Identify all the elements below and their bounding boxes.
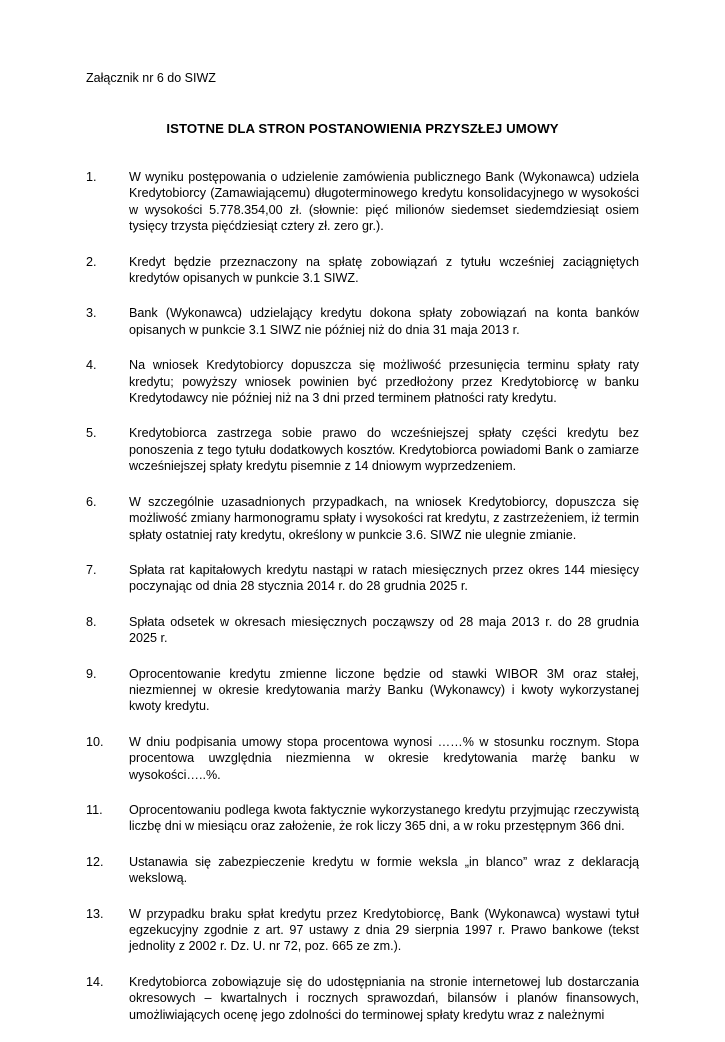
item-text: Ustanawia się zabezpieczenie kredytu w formie weksla „in blanco” wraz z deklaracją wekslową. <box>129 854 639 886</box>
provisions-list <box>86 169 639 1042</box>
list-item <box>86 169 639 235</box>
item-number: 7. <box>86 562 97 577</box>
list-item <box>86 802 639 835</box>
item-number: 4. <box>86 358 97 373</box>
item-text: W dniu podpisania umowy stopa procentowa wynosi ……% w stosunku rocznym. Stopa procentowa uwzględnia niezmienna w okresie kredytowania marżę banku w wysokości…..%. <box>129 734 639 782</box>
item-number: 14. <box>86 974 104 989</box>
item-text: Spłata odsetek w okresach miesięcznych począwszy od 28 maja 2013 r. do 28 grudnia 2025 r. <box>129 614 639 646</box>
list-item <box>86 494 639 543</box>
item-number: 5. <box>86 426 97 441</box>
item-text: Kredytobiorca zastrzega sobie prawo do wcześniejszej spłaty części kredytu bez ponoszenia z tego tytułu dodatkowych kosztów. Kredytobiorca powiadomi Bank o zamiarze wcześniejszej spłaty kredytu pisemnie z 14 dniowym wyprzedzeniem. <box>129 426 639 474</box>
item-number: 13. <box>86 906 104 921</box>
list-item <box>86 614 639 647</box>
list-item <box>86 425 639 474</box>
item-number: 11. <box>86 802 103 817</box>
item-text: Na wniosek Kredytobiorcy dopuszcza się możliwość przesunięcia terminu spłaty raty kredytu; powyższy wniosek powinien być przedłożony przez Kredytobiorcę w banku Kredytodawcy nie później niż na 3 dni przed terminem płatności raty kredytu. <box>129 358 639 406</box>
item-text: Spłata rat kapitałowych kredytu nastąpi w ratach miesięcznych przez okres 144 miesięcy poczynając od dnia 28 stycznia 2014 r. do 28 grudnia 2025 r. <box>129 562 639 594</box>
item-text: Bank (Wykonawca) udzielający kredytu dokona spłaty zobowiązań na konta banków opisanych w punkcie 3.1 SIWZ nie później niż do dnia 31 maja 2013 r. <box>129 306 639 337</box>
item-text: Oprocentowaniu podlega kwota faktycznie wykorzystanego kredytu przyjmując rzeczywistą liczbę dni w miesiącu oraz założenie, że rok liczy 365 dni, a w roku przestępnym 366 dni. <box>129 802 639 834</box>
document-title: ISTOTNE DLA STRON POSTANOWIENIA PRZYSZŁEJ UMOWY <box>166 121 559 136</box>
item-text: Oprocentowanie kredytu zmienne liczone będzie od stawki WIBOR 3M oraz stałej, niezmiennej w okresie kredytowania marży Banku (Wykonawcy) i kwoty wykorzystanej kwoty kredytu. <box>129 666 639 714</box>
list-item <box>86 254 639 287</box>
attachment-label: Załącznik nr 6 do SIWZ <box>86 71 216 85</box>
item-number: 3. <box>86 306 97 321</box>
item-number: 2. <box>86 254 97 269</box>
list-item <box>86 666 639 715</box>
item-number: 6. <box>86 494 97 509</box>
list-item <box>86 974 639 1023</box>
item-number: 8. <box>86 614 97 629</box>
list-item <box>86 906 639 955</box>
item-number: 10. <box>86 734 104 749</box>
item-text: W wyniku postępowania o udzielenie zamówienia publicznego Bank (Wykonawca) udziela Kredytobiorcy (Zamawiającemu) długoterminowego kredytu konsolidacyjnego w wysokości w wysokości 5.778.354,00 zł. (słownie: pięć milionów siedemset siedemdziesiąt osiem tysięcy trzysta pięćdziesiąt cztery zł. zero gr.). <box>129 170 639 234</box>
item-text: Kredytobiorca zobowiązuje się do udostępniania na stronie internetowej lub dostarczania okresowych – kwartalnych i rocznych sprawozdań, bilansów i planów finansowych, umożliwiających ocenę jego zdolności do terminowej spłaty kredytu wraz z należnymi <box>129 974 639 1022</box>
list-item <box>86 305 639 338</box>
item-number: 9. <box>86 666 97 681</box>
item-text: W szczególnie uzasadnionych przypadkach, na wniosek Kredytobiorcy, dopuszcza się możliwość zmiany harmonogramu spłaty i wysokości rat kredytu, z zastrzeżeniem, iż termin spłaty ostatniej raty kredytu, określony w punkcie 3.6. SIWZ nie ulegnie zmianie. <box>129 494 639 542</box>
item-number: 1. <box>86 170 97 184</box>
item-text: Kredyt będzie przeznaczony na spłatę zobowiązań z tytułu wcześniej zaciągniętych kredytów opisanych w punkcie 3.1 SIWZ. <box>129 254 639 286</box>
item-text: W przypadku braku spłat kredytu przez Kredytobiorcę, Bank (Wykonawca) wystawi tytuł egzekucyjny zgodnie z art. 97 ustawy z dnia 29 sierpnia 1997 r. Prawo bankowe (tekst jednolity z 2002 r. Dz. U. nr 72, poz. 665 ze zm.). <box>129 906 639 954</box>
list-item <box>86 734 639 783</box>
list-item <box>86 357 639 406</box>
list-item <box>86 562 639 595</box>
list-item <box>86 854 639 887</box>
item-number: 12. <box>86 854 104 869</box>
